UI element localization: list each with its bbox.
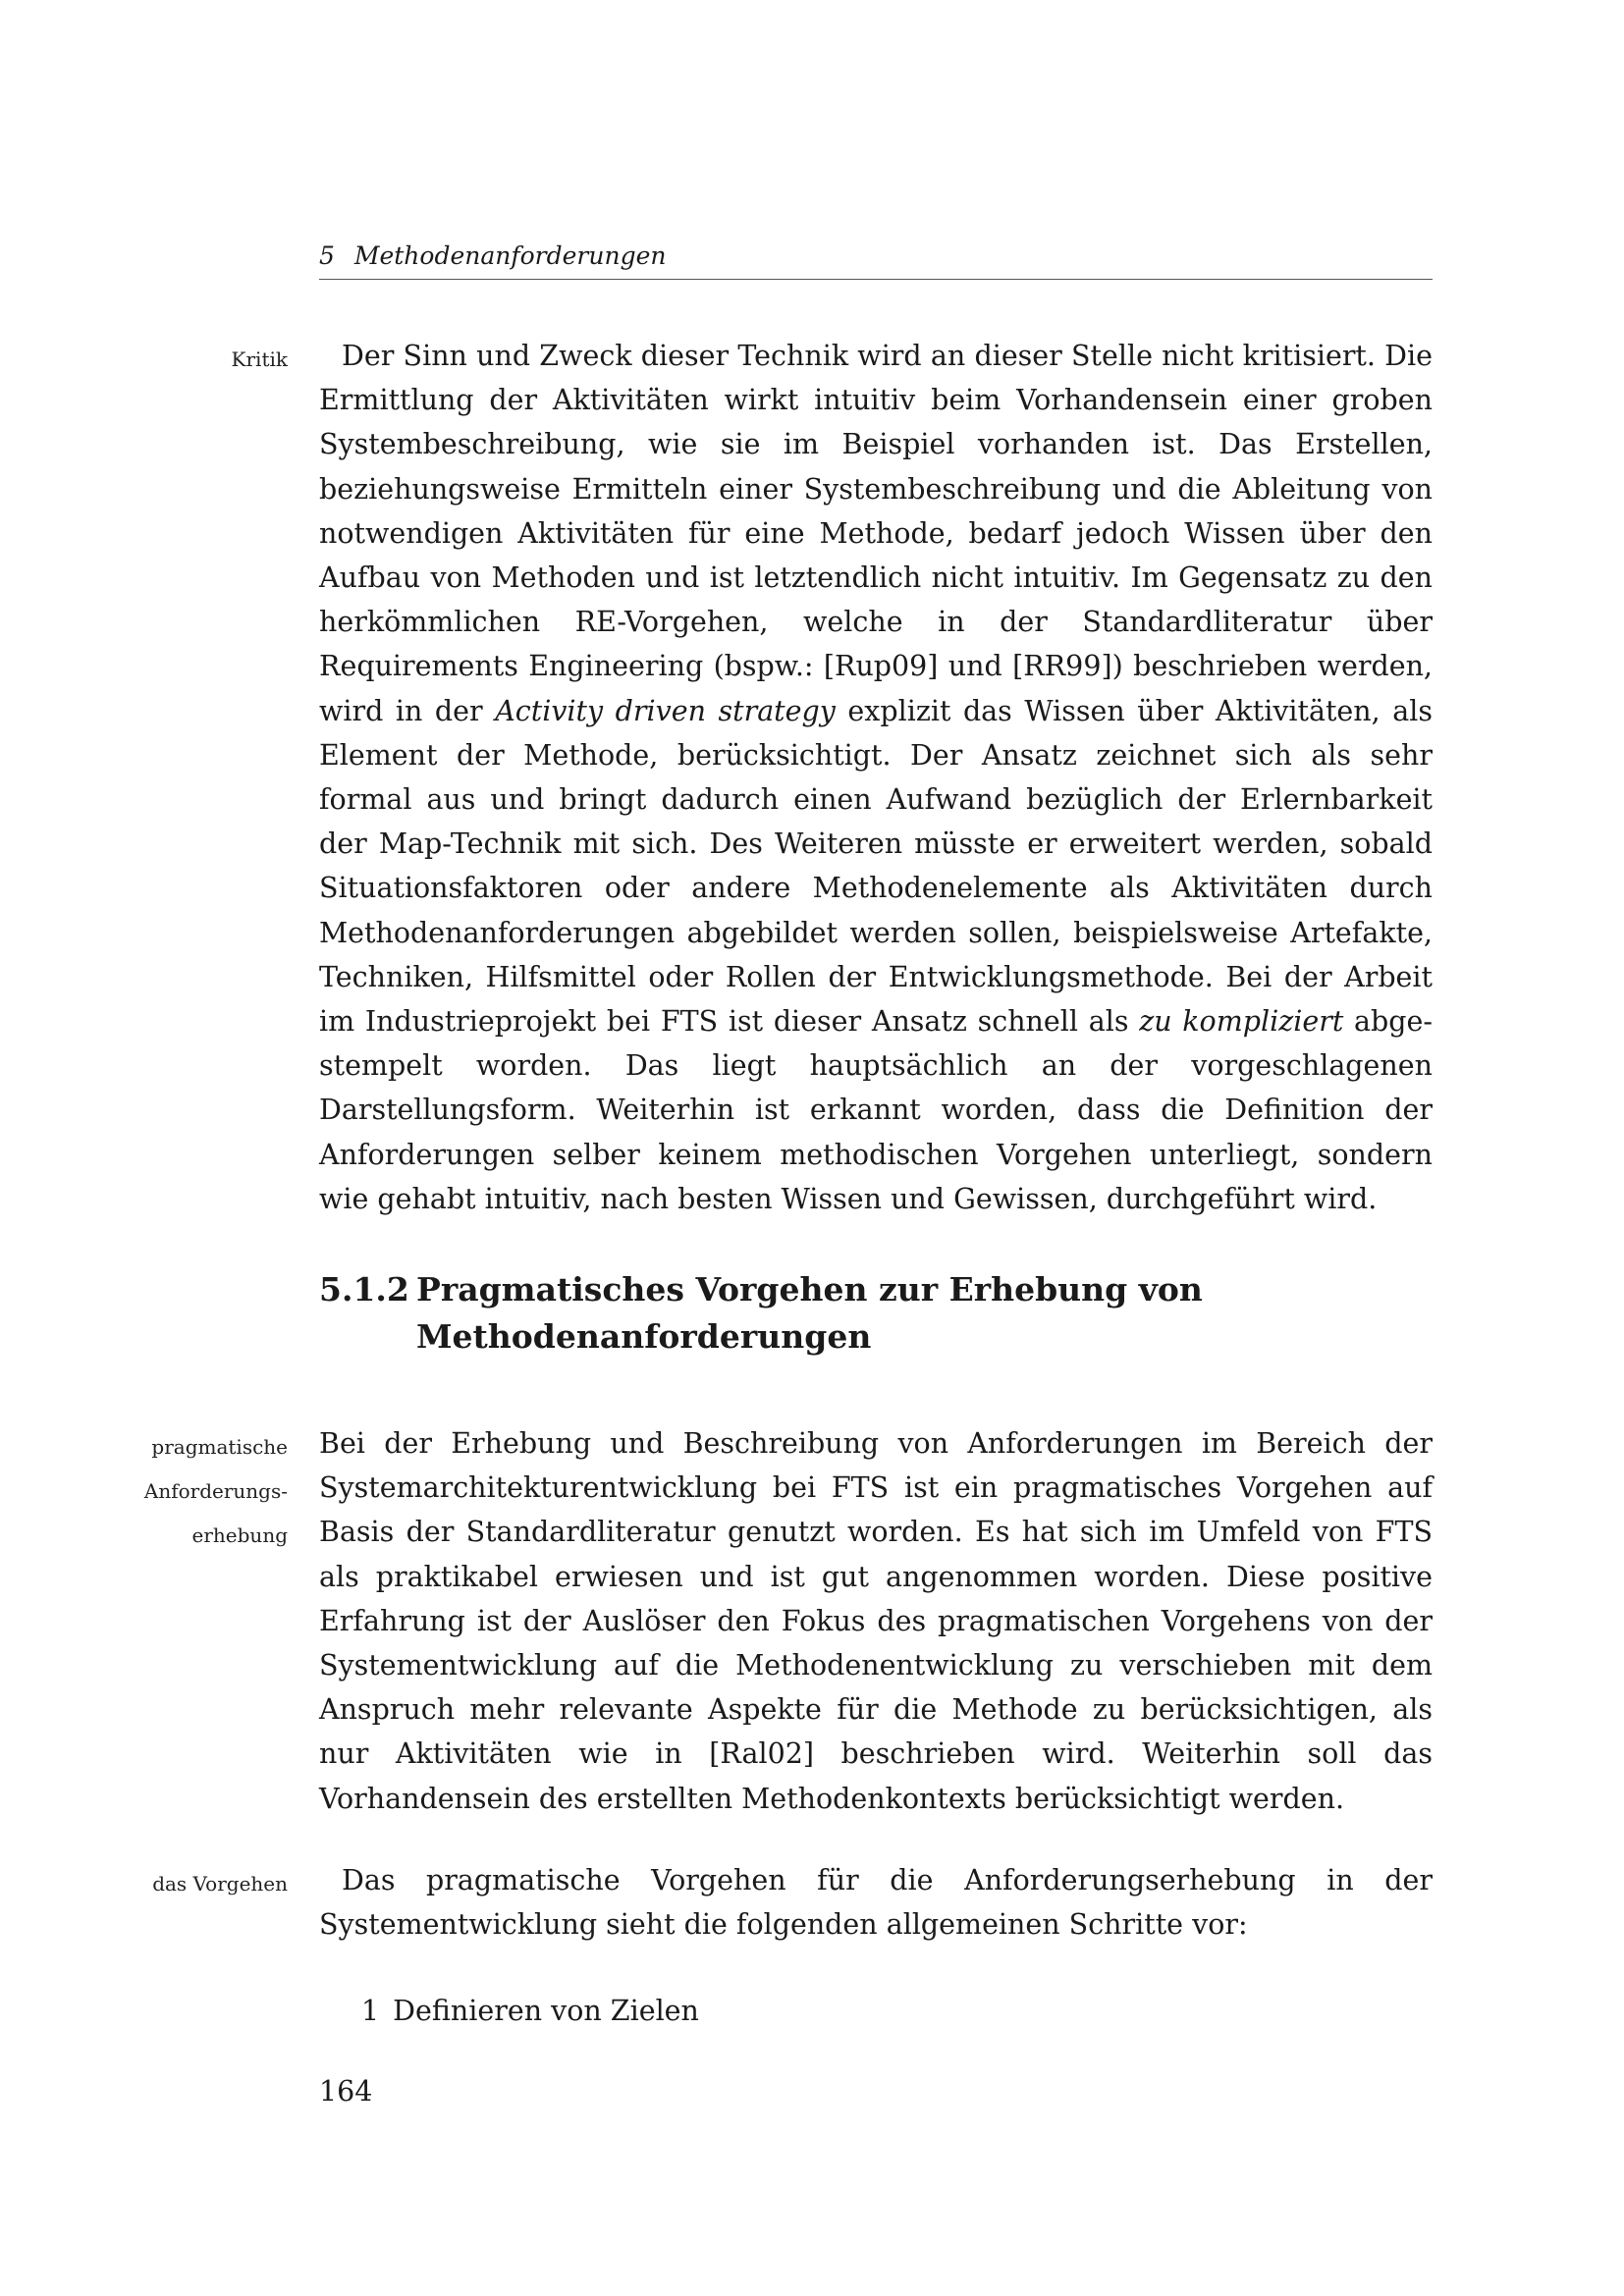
margin-note-pragmatische: [91, 1425, 288, 1559]
section-number: 5.1.2: [319, 1270, 409, 1308]
list-item: [361, 1989, 699, 2033]
list-item-number: 1: [361, 1995, 380, 2027]
section-title-line: Methodenanforderungen: [416, 1317, 872, 1356]
margin-note-line: erhebung: [191, 1523, 288, 1548]
page-number: 164: [319, 2075, 373, 2108]
section-heading: [319, 1266, 1433, 1361]
paragraph-pragmatic-elicitation: [319, 1421, 1433, 1821]
paragraph-critique: [319, 334, 1433, 1221]
paragraph-text: [319, 334, 1433, 1221]
margin-note-line: pragmatische: [151, 1435, 288, 1459]
margin-note-kritik: Kritik: [231, 347, 288, 371]
section-title: [416, 1266, 1433, 1361]
chapter-number: 5: [319, 241, 335, 270]
section-title-line: Pragmatisches Vorgehen zur Erhebung von: [416, 1270, 1203, 1308]
emphasis-activity-driven-strategy: Activity driven strategy: [495, 694, 836, 727]
paragraph-text: Das pragmatische Vorgehen für die Anforderungserhebung in der Systementwicklung sieht die folgenden allgemeinen Schritte vor:: [319, 1864, 1433, 1942]
running-header: [319, 240, 1433, 280]
emphasis-zu-kompliziert: zu kompliziert: [1139, 1005, 1344, 1039]
paragraph-procedure: [319, 1858, 1433, 1947]
paragraph-text-part: explizit das Wissen über Aktivitäten, als Element der Methode, berücksichtigt. Der Ansatz zeichnet sich als sehr formal aus und bringt dadurch einen Aufwand bezüglich der Erlernbarkeit der Map-Technik mit sich. Des Weiteren müsste er erweitert werden, sobald Situationsfaktoren oder andere Methodenelemente als Aktivitäten durch Methodenanforderungen abgebildet werden sollen, beispielsweise Artefakte, Techniken, Hilfsmittel oder Rollen der Entwicklungsmethode. Bei der Arbeit im Industrieprojekt bei FTS ist dieser Ansatz schnell als: [319, 694, 1433, 1039]
paragraph-text-part: abgestempelt worden. Das liegt hauptsächlich an der vorgeschlagenen Darstellungsform. Weiterhin ist erkannt worden, dass die Definition der Anforderungen selber keinem methodischen Vorgehen unterliegt, sondern wie gehabt intuitiv, nach besten Wissen und Gewissen, durchgeführt wird.: [319, 1005, 1433, 1215]
margin-note-vorgehen: das Vorgehen: [152, 1872, 288, 1896]
chapter-title: Methodenanforderungen: [353, 241, 667, 270]
list-item-text: Definieren von Zielen: [393, 1995, 699, 2027]
paragraph-text-part: Der Sinn und Zweck dieser Technik wird an dieser Stelle nicht kritisiert. Die Ermittlung der Aktivitäten wirkt intuitiv beim Vorhandensein einer groben Systembeschreibung, wie sie im Beispiel vorhanden ist. Das Erstellen, beziehungsweise Ermitteln einer Systembeschreibung und die Ableitung von notwendigen Aktivitäten für eine Methode, bedarf jedoch Wissen über den Aufbau von Methoden und ist letztendlich nicht intuitiv. Im Gegensatz zu den herkömmlichen RE-Vorgehen, welche in der Standardliteratur über Requirements Engineering (bspw.: [Rup09] und [RR99]) beschrieben werden, wird in der: [319, 340, 1433, 727]
margin-note-line: Anforderungs-: [143, 1479, 288, 1504]
paragraph-text: Bei der Erhebung und Beschreibung von Anforderungen im Bereich der Systemarchitekturentwicklung bei FTS ist ein pragmatisches Vorgehen auf Basis der Standardliteratur genutzt worden. Es hat sich im Umfeld von FTS als praktikabel erwiesen und ist gut angenommen worden. Diese positive Erfahrung ist der Auslöser den Fokus des pragmatischen Vorgehens von der Systementwicklung auf die Methodenentwicklung zu verschieben mit dem Anspruch mehr relevante Aspekte für die Methode zu berücksichtigen, als nur Aktivitäten wie in [Ral02] beschrieben wird. Weiterhin soll das Vorhandensein des erstellten Methodenkontexts berücksichtigt werden.: [319, 1427, 1433, 1815]
